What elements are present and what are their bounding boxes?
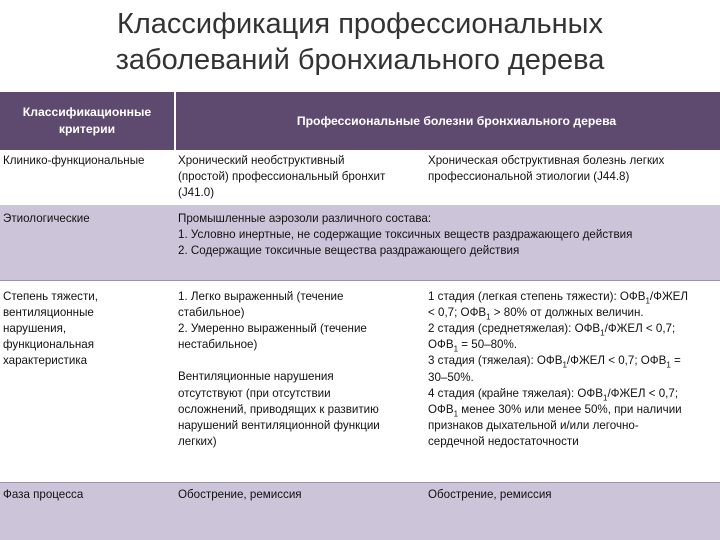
row-cell-a [175, 150, 425, 205]
cell-line: стабильное) [178, 305, 245, 319]
cell-line: легких) [178, 435, 217, 449]
cell-line: 4 стадия (крайне тяжелая): $ОФВ_1$/ФЖЕЛ < 0,7; [428, 386, 679, 403]
cell-line: < 0,7; $ОФВ_1 > 80\%$ от должных величин. [428, 305, 644, 322]
row-cell-a: Обострение, ремиссия [175, 482, 425, 540]
row-cell-b [425, 150, 720, 205]
cell-line: Вентиляционные нарушения [178, 370, 334, 384]
row-cell-b [425, 280, 720, 482]
header-diseases: Профессиональные болезни бронхиального дерева [175, 92, 720, 150]
cell-line: нестабильное) [178, 338, 258, 352]
cell-line: осложнений, приводящих к развитию [178, 402, 379, 416]
cell-line: 2. Содержащие токсичные вещества раздражающего действия [178, 244, 520, 258]
row-criterion: Клинико-функциональные [0, 150, 175, 205]
cell-line: Степень тяжести, [3, 289, 98, 303]
cell-line: Хроническая обструктивная болезнь легких [428, 154, 665, 167]
cell-line: 3 стадия (тяжелая): $ОФВ_1$/ФЖЕЛ < 0,7; $ОФВ_1$ = [428, 354, 681, 370]
cell-line: Хронический необструктивный [178, 154, 345, 167]
table-row [0, 150, 720, 205]
classification-table [0, 92, 720, 540]
cell-line: 30–50%. [428, 370, 474, 384]
row-cell-merged [175, 205, 720, 280]
cell-line: сердечной недостаточности [428, 435, 579, 449]
cell-line: вентиляционные [3, 305, 94, 319]
row-criterion: Этиологические [0, 205, 175, 280]
title-line-2: заболеваний бронхиального дерева [115, 44, 605, 76]
cell-line: 1. Легко выраженный (течение [178, 289, 344, 303]
row-cell-b: Обострение, ремиссия [425, 482, 720, 540]
header-row [0, 92, 720, 150]
cell-line: $ОФВ_1$ менее 30% или менее 50%, при наличии [428, 402, 682, 419]
cell-line: Промышленные аэрозоли различного состава: [178, 212, 432, 225]
cell-line: характеристика [3, 354, 88, 368]
cell-line: нарушений вентиляционной функции [178, 418, 380, 432]
cell-line: отсутствуют (при отсутствии [178, 386, 331, 400]
cell-line: (простой) профессиональный бронхит [178, 170, 386, 184]
table-row [0, 280, 720, 482]
cell-line: 2. Умеренно выраженный (течение [178, 321, 367, 335]
row-criterion [0, 280, 175, 482]
row-criterion: Фаза процесса [0, 482, 175, 540]
cell-line: признаков дыхательной и/или легочно- [428, 419, 639, 433]
cell-line: нарушения, [3, 321, 67, 335]
table-row [0, 205, 720, 280]
cell-line: 2 стадия (среднетяжелая): $ОФВ_1$/ФЖЕЛ < 0,7; [428, 321, 676, 338]
table-row [0, 482, 720, 540]
row-cell-a [175, 280, 425, 482]
cell-line: (J41.0) [178, 186, 215, 200]
title-line-1: Классификация профессиональных [116, 8, 604, 40]
cell-line: 1 стадия (легкая степень тяжести): $ОФВ_1$/ФЖЕЛ [428, 289, 689, 305]
cell-line: $ОФВ_1 = 50-80\%$. [428, 338, 518, 354]
cell-line: функциональная [3, 338, 95, 352]
cell-line: профессиональной этиологии (J44.8) [428, 170, 630, 184]
cell-line: 1. Условно инертные, не содержащие токсичных веществ раздражающего действия [178, 228, 633, 242]
header-criteria: Классификационные критерии [0, 92, 175, 150]
page-title [0, 6, 720, 78]
